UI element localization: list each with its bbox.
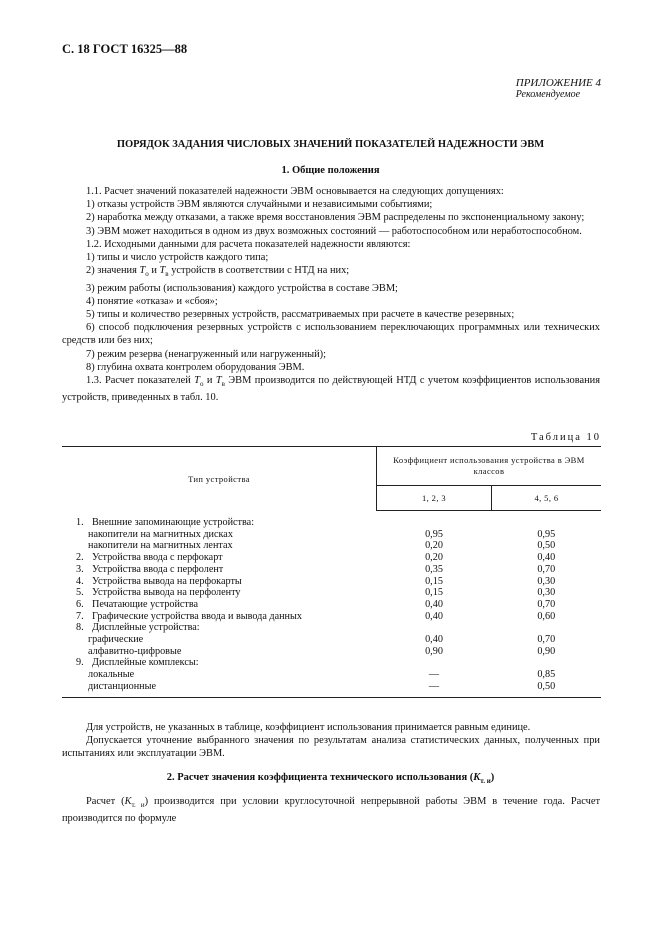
cell-value-c2: 0,90 [537,645,556,657]
cell-type [62,576,377,588]
text-fragment: Расчет ( [86,796,125,807]
cell-value-c1 [377,622,492,634]
page-header: С. 18 ГОСТ 16325—88 [62,42,188,56]
symbol-subscript: в [165,270,169,279]
symbol-subscript: т. и [131,801,145,810]
paragraph-2 [62,795,600,825]
paragraph-1-1: 1.1. Расчет значений показателей надежности ЭВМ основывается на следующих допущениях: [86,186,504,197]
cell-value-c2: 0,70 [537,563,556,575]
table-10 [62,446,601,698]
row-number: 4. [76,575,84,587]
row-type-label: Графические устройства ввода и вывода данных [92,610,302,622]
list-item: 6) способ подключения резервных устройств с использованием переключающих программных или технических средств или без них; [62,322,600,347]
list-item: 2) наработка между отказами, а также время восстановления ЭВМ распределены по экспоненциальному закону; [86,212,585,224]
table-row [62,587,601,599]
text-fragment: и [148,265,160,277]
cell-value-c2: 0,40 [537,552,556,564]
appendix-number: ПРИЛОЖЕНИЕ 4 [515,77,601,89]
section-1-body [62,185,600,404]
cell-type [62,669,377,681]
cell-value-c1: 0,35 [425,563,443,575]
cell-value-c1: 0,40 [425,634,443,646]
document-title: ПОРЯДОК ЗАДАНИЯ ЧИСЛОВЫХ ЗНАЧЕНИЙ ПОКАЗАТЕЛЕЙ НАДЕЖНОСТИ ЭВМ [116,139,545,150]
row-type-label: Устройства ввода с перфокарт [92,552,223,564]
symbol-subscript: о [199,380,204,388]
cell-value-c1: 0,20 [425,552,443,564]
table-row [62,622,601,634]
table-row [62,517,601,529]
cell-type [62,552,377,564]
list-item: 5) типы и количество резервных устройств, рассматриваемых при расчете в качестве резервных; [86,308,515,320]
row-number: 8. [76,622,84,634]
cell-value-c1: 0,40 [425,598,443,610]
cell-type [62,657,377,669]
paragraph-note: Допускается уточнение выбранного значения по результатам анализа статистических данных, полученных при испытаниях или эксплуатации ЭВМ. [62,735,600,760]
row-number: 2. [76,552,84,564]
symbol-t: T [194,374,200,386]
table-row [62,529,601,541]
cell-value-c2: 0,85 [537,669,556,681]
cell-type [62,646,377,658]
row-number: 9. [76,657,84,669]
symbol-subscript: в [221,380,225,388]
row-number: 3. [76,563,84,575]
table-row [62,552,601,564]
list-item: 3) ЭВМ может находиться в одном из двух возможных состояний — работоспособном или неработоспособном. [86,225,582,237]
cell-value-c2: 0,70 [537,598,556,610]
cell-value-c2: 0,95 [537,528,556,540]
cell-type [62,564,377,576]
cell-value-c2: 0,30 [537,587,556,599]
cell-value-c1: 0,20 [425,540,443,552]
row-number: 1. [76,517,84,528]
cell-value-c2: 0,30 [537,575,556,587]
row-type-label: Дисплейные комплексы: [92,657,199,669]
cell-value-c1: 0,95 [425,528,443,540]
list-item: 8) глубина охвата контролем оборудования ЭВМ. [86,361,305,373]
list-item: 1) отказы устройств ЭВМ являются случайными и независимыми событиями; [86,199,433,211]
table-row [62,576,601,588]
cell-value-c1: — [428,669,440,681]
cell-value-c1 [377,657,492,669]
row-type-label: накопители на магнитных лентах [88,540,233,552]
cell-type [62,599,377,611]
text-fragment: 2) значения [86,265,140,277]
cell-value-c1: 0,15 [425,587,443,599]
row-number: 7. [76,610,84,622]
column-header-classes-4-6: 4, 5, 6 [492,486,602,511]
cell-type [62,529,377,541]
cell-value-c2: 0,50 [537,540,556,552]
section-1-heading: 1. Общие положения [281,165,380,176]
list-item: 1) типы и число устройств каждого типа; [86,252,269,264]
cell-type [62,540,377,552]
cell-type [62,634,377,646]
list-item: 7) режим резерва (ненагруженный или нагруженный); [86,348,327,360]
row-type-label: графические [88,634,144,646]
symbol-t: T [159,265,166,277]
table-row [62,646,601,658]
symbol-k: K [124,796,132,807]
cell-value-c2: 0,60 [537,610,556,622]
row-type-label: Дисплейные устройства: [92,622,200,634]
row-type-label: Устройства вывода на перфоленту [92,587,241,599]
section-2-body [62,795,600,825]
cell-value-c2 [492,517,602,529]
cell-value-c1: 0,90 [425,645,443,657]
table-row [62,657,601,669]
cell-value-c2: 0,50 [492,681,602,697]
column-header-type: Тип устройства [62,447,377,511]
text-fragment: 1.3. Расчет показателей [86,374,195,386]
cell-value-c1 [377,517,492,529]
table-row [62,611,601,623]
list-item [62,264,600,281]
text-fragment: устройств в соответствии с НТД на них; [168,265,350,277]
row-type-label: алфавитно-цифровые [88,645,182,657]
after-table-text [62,721,600,761]
row-type-label: Устройства вывода на перфокарты [92,575,242,587]
paragraph-1-2: 1.2. Исходными данными для расчета показателей надежности являются: [86,238,411,250]
list-item: 4) понятие «отказа» и «сбоя»; [86,295,218,307]
symbol-t: T [139,265,146,277]
cell-value-c2 [492,622,602,634]
cell-value-c2: 0,70 [537,634,556,646]
appendix-status: Рекомендуемое [515,89,581,100]
row-type-label: Устройства ввода с перфолент [92,563,224,575]
cell-value-c2 [492,657,602,669]
symbol-t: T [215,374,222,386]
cell-type [62,587,377,599]
table-row [62,634,601,646]
row-type-label: Печатающие устройства [92,598,199,610]
column-header-classes-1-3: 1, 2, 3 [377,486,492,511]
cell-value-c1: 0,15 [425,575,443,587]
appendix-label [516,77,601,101]
row-type-label: локальные [88,669,135,681]
table-row [62,669,601,681]
text-fragment: ЭВМ производится по действующей НТД с учетом коэффициентов использования устройств, приведенных в табл. 10. [62,374,600,404]
text-fragment: ) производится при условии круглосуточной непрерывной работы ЭВМ в течение года. Расчет производится по формуле [62,796,600,825]
cell-type [62,611,377,623]
column-header-coefficient: Коэффициент использования устройства в ЭВМ классов [377,447,602,486]
table-row [62,564,601,576]
symbol-subscript: т. и [480,777,491,786]
table-row [62,540,601,552]
symbol-subscript: о [145,270,149,279]
paragraph-note: Для устройств, не указанных в таблице, коэффициент использования принимается равным единице. [86,722,531,733]
table-label: Таблица 10 [530,432,601,443]
row-type-label: накопители на магнитных дисках [88,528,233,540]
text-fragment: и [203,374,216,386]
cell-value-c1: 0,40 [425,610,443,622]
text-fragment: 2. Расчет значения коэффициента технического использования ( [166,772,474,783]
row-number: 5. [76,587,84,599]
cell-type [62,517,377,529]
cell-value-c1: — [377,681,492,697]
paragraph-1-3 [62,374,600,404]
cell-type [62,622,377,634]
row-type-label: Внешние запоминающие устройства: [92,517,255,528]
cell-type [62,681,377,697]
symbol-k: K [473,772,481,783]
table-body [62,511,601,698]
table-row [62,599,601,611]
table-row [62,681,601,697]
section-2-heading [0,772,661,785]
row-number: 6. [76,598,84,610]
text-fragment: ) [490,772,495,783]
row-type-label: дистанционные [88,680,156,692]
list-item: 3) режим работы (использования) каждого устройства в составе ЭВМ; [86,282,398,294]
